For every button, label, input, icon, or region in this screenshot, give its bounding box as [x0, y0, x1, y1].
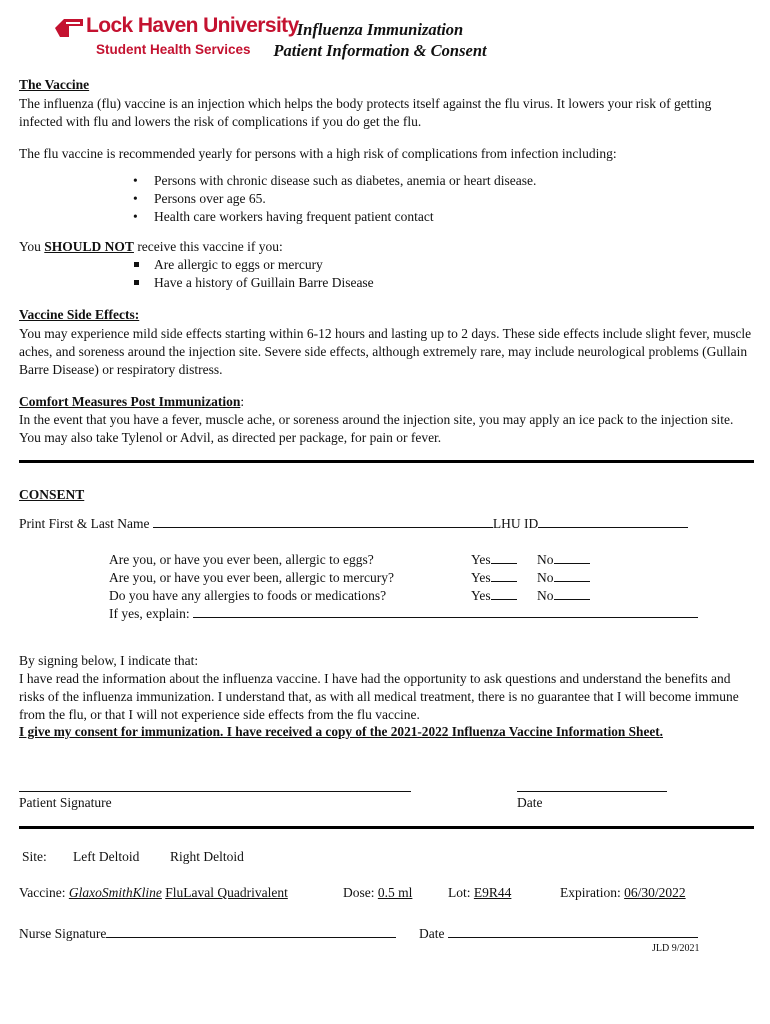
should-not-emphasis: SHOULD NOT: [44, 239, 134, 254]
site-label: Site:: [22, 849, 47, 864]
explain-field[interactable]: [193, 605, 698, 618]
signing-intro: By signing below, I indicate that:: [19, 653, 199, 668]
yes-option[interactable]: Yes: [471, 551, 517, 569]
consent-statement: I give my consent for immunization. I have received a copy of the 2021-2022 Influenza Vaccine Information Sheet.: [19, 724, 663, 739]
signing-text: I have read the information about the influenza vaccine. I have had the opportunity to ask questions and understand the benefits and risks of the influenza immunization. I understand that, as with all medical treatment, there is no guarantee that I will become immune from the flu, or that I will not experience side effects from the flu vaccine.: [19, 671, 739, 722]
yes-option[interactable]: Yes: [471, 569, 517, 587]
list-item: • Health care workers having frequent patient contact: [130, 208, 750, 226]
site-left-deltoid[interactable]: Left Deltoid: [73, 849, 140, 864]
comfort-heading: Comfort Measures Post Immunization:: [19, 394, 245, 409]
patient-signature-line[interactable]: [19, 791, 411, 792]
vaccine-info-row: [19, 884, 288, 902]
list-item: • Persons over age 65.: [130, 190, 750, 208]
expiration-row: Expiration: 06/30/2022: [560, 885, 686, 900]
no-option[interactable]: No: [537, 569, 590, 587]
comfort-text: In the event that you have a fever, muscle ache, or soreness around the injection site, you may apply an ice pack to the injection site. You may also take Tylenol or Advil, as directed per package, for pain or fever.: [19, 412, 734, 445]
footer-code: JLD 9/2021: [652, 943, 700, 954]
list-item: Have a history of Guillain Barre Disease: [130, 274, 730, 292]
should-not-line: You SHOULD NOT receive this vaccine if you:: [19, 239, 283, 254]
name-label: Print First & Last Name: [19, 516, 150, 531]
nurse-signature-row: [19, 925, 396, 943]
vaccine-product: FluLaval Quadrivalent: [165, 885, 288, 900]
contraindication-list: [130, 256, 730, 292]
dose-row: Dose: 0.5 ml: [343, 885, 413, 900]
no-option[interactable]: No: [537, 587, 590, 605]
nurse-signature-label: Nurse Signature: [19, 926, 107, 941]
side-effects-text: You may experience mild side effects starting within 6-12 hours and lasting up to 2 days. These side effects include slight fever, muscle aches, and soreness around the injection site. Severe side effects, although extremely rare, may include neurological problems (Gullain Barre Disease) or respiratory distress.: [19, 326, 752, 377]
lhu-id-label: LHU ID: [492, 516, 539, 531]
name-field[interactable]: [153, 515, 493, 528]
nurse-date-field[interactable]: [448, 925, 698, 938]
section-divider: [19, 826, 754, 829]
nurse-date-label: Date: [419, 926, 445, 941]
list-item: Are allergic to eggs or mercury: [130, 256, 730, 274]
list-item: • Persons with chronic disease such as diabetes, anemia or heart disease.: [130, 172, 750, 190]
vaccine-manufacturer: GlaxoSmithKline: [68, 885, 162, 900]
allergy-questions: [109, 551, 749, 623]
form-title-line2: Patient Information & Consent: [273, 41, 487, 60]
no-option[interactable]: No: [537, 551, 590, 569]
question-row: Are you, or have you ever been, allergic to mercury? Yes No: [109, 569, 749, 587]
patient-signature-label: Patient Signature: [19, 795, 112, 810]
question-row: Do you have any allergies to foods or medications? Yes No: [109, 587, 749, 605]
university-name: Lock Haven University: [86, 14, 299, 37]
vaccine-recommendation: The flu vaccine is recommended yearly for persons with a high risk of complications from infection including:: [19, 146, 617, 161]
lot-row: Lot: E9R44: [448, 885, 512, 900]
patient-date-line[interactable]: [517, 791, 667, 792]
site-right-deltoid[interactable]: Right Deltoid: [170, 849, 244, 864]
section-divider: [19, 460, 754, 463]
form-title-line1: Influenza Immunization: [296, 20, 464, 39]
nurse-date-row: [419, 925, 698, 943]
risk-group-list: [130, 172, 750, 226]
question-row: Are you, or have you ever been, allergic to eggs? Yes No: [109, 551, 749, 569]
side-effects-heading: Vaccine Side Effects:: [19, 307, 140, 322]
lot-value: E9R44: [473, 885, 512, 900]
consent-heading: CONSENT: [19, 487, 85, 502]
name-row: [19, 515, 754, 533]
vaccine-label: Vaccine:: [19, 885, 66, 900]
nurse-signature-field[interactable]: [106, 925, 396, 938]
explain-row: If yes, explain:: [109, 605, 749, 623]
vaccine-heading: The Vaccine: [19, 77, 90, 92]
lhu-id-field[interactable]: [538, 515, 688, 528]
department-name: Student Health Services: [96, 42, 251, 57]
dose-value: 0.5 ml: [377, 885, 413, 900]
university-logo-icon: [54, 18, 84, 38]
yes-option[interactable]: Yes: [471, 587, 517, 605]
vaccine-paragraph: The influenza (flu) vaccine is an injection which helps the body protects itself against the flu virus. It lowers your risk of getting infected with flu and lowers the risk of complications if you do get the flu.: [19, 96, 712, 129]
patient-date-label: Date: [517, 795, 543, 810]
expiration-value: 06/30/2022: [624, 885, 686, 900]
